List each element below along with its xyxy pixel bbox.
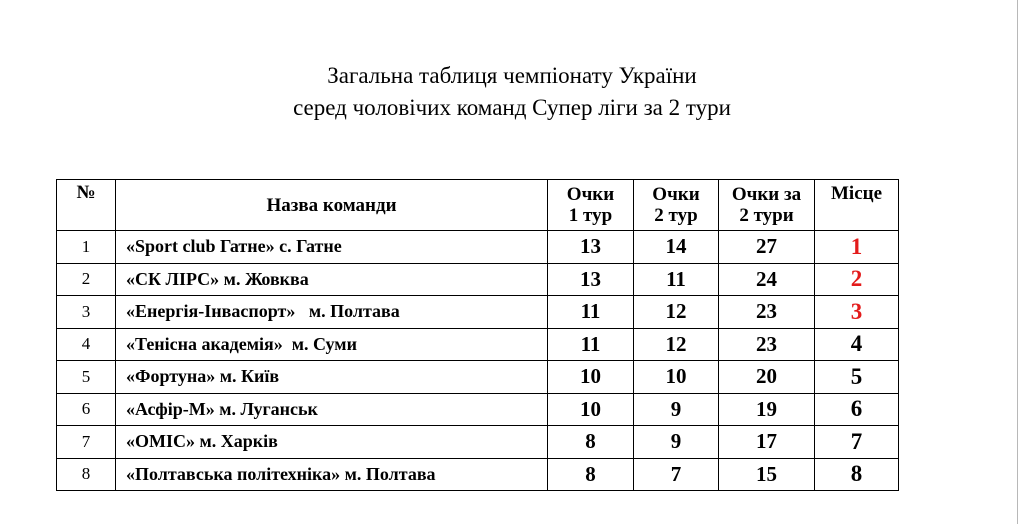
title-line-1: Загальна таблиця чемпіонату України	[327, 63, 697, 88]
total-points: 20	[719, 361, 815, 394]
team-name: «Фортуна» м. Київ	[116, 361, 548, 394]
header-team-name: Назва команди	[116, 180, 548, 231]
round2-points: 9	[634, 393, 719, 426]
row-number: 2	[57, 263, 116, 296]
place: 5	[815, 361, 899, 394]
table-row	[57, 263, 899, 296]
team-name: «Асфір-М» м. Луганськ	[116, 393, 548, 426]
team-name: «Тенісна академія» м. Суми	[116, 328, 548, 361]
header-round2-points	[634, 180, 719, 231]
page-title	[0, 60, 1024, 124]
table-row	[57, 458, 899, 491]
round1-points: 11	[548, 296, 634, 329]
round1-points: 10	[548, 393, 634, 426]
total-points: 27	[719, 231, 815, 264]
round1-points: 8	[548, 458, 634, 491]
title-line-2: серед чоловічих команд Супер ліги за 2 тури	[293, 95, 731, 120]
header-round2-line1: Очки	[652, 184, 700, 205]
round2-points: 9	[634, 426, 719, 459]
team-name: «Енергія-Інваспорт» м. Полтава	[116, 296, 548, 329]
round2-points: 10	[634, 361, 719, 394]
round1-points: 10	[548, 361, 634, 394]
place: 7	[815, 426, 899, 459]
round2-points: 14	[634, 231, 719, 264]
place: 6	[815, 393, 899, 426]
row-number: 5	[57, 361, 116, 394]
total-points: 15	[719, 458, 815, 491]
header-place: Місце	[815, 180, 899, 231]
total-points: 23	[719, 328, 815, 361]
table-row	[57, 328, 899, 361]
header-total-line2: 2 тури	[739, 205, 794, 226]
total-points: 23	[719, 296, 815, 329]
total-points: 24	[719, 263, 815, 296]
round1-points: 13	[548, 231, 634, 264]
round1-points: 11	[548, 328, 634, 361]
header-round1-points	[548, 180, 634, 231]
header-total-points	[719, 180, 815, 231]
header-round1-line1: Очки	[566, 184, 615, 205]
table-row	[57, 296, 899, 329]
table-header-row	[57, 180, 899, 231]
team-name: «Sport club Гатне» с. Гатне	[116, 231, 548, 264]
round2-points: 12	[634, 328, 719, 361]
place: 8	[815, 458, 899, 491]
table-row	[57, 361, 899, 394]
row-number: 4	[57, 328, 116, 361]
table-row	[57, 426, 899, 459]
team-name: «Полтавська політехніка» м. Полтава	[116, 458, 548, 491]
place: 3	[815, 296, 899, 329]
header-num: №	[57, 180, 116, 231]
table-row	[57, 231, 899, 264]
round1-points: 13	[548, 263, 634, 296]
row-number: 3	[57, 296, 116, 329]
header-total-line1: Очки за	[731, 184, 802, 205]
header-round2-line2: 2 тур	[654, 205, 698, 226]
row-number: 1	[57, 231, 116, 264]
round1-points: 8	[548, 426, 634, 459]
place: 2	[815, 263, 899, 296]
round2-points: 12	[634, 296, 719, 329]
table-row	[57, 393, 899, 426]
row-number: 7	[57, 426, 116, 459]
round2-points: 11	[634, 263, 719, 296]
header-round1-line2: 1 тур	[568, 205, 613, 226]
place: 1	[815, 231, 899, 264]
round2-points: 7	[634, 458, 719, 491]
place: 4	[815, 328, 899, 361]
total-points: 19	[719, 393, 815, 426]
total-points: 17	[719, 426, 815, 459]
team-name: «СК ЛІРС» м. Жовква	[116, 263, 548, 296]
row-number: 8	[57, 458, 116, 491]
row-number: 6	[57, 393, 116, 426]
team-name: «ОМІС» м. Харків	[116, 426, 548, 459]
standings-table	[56, 179, 899, 491]
